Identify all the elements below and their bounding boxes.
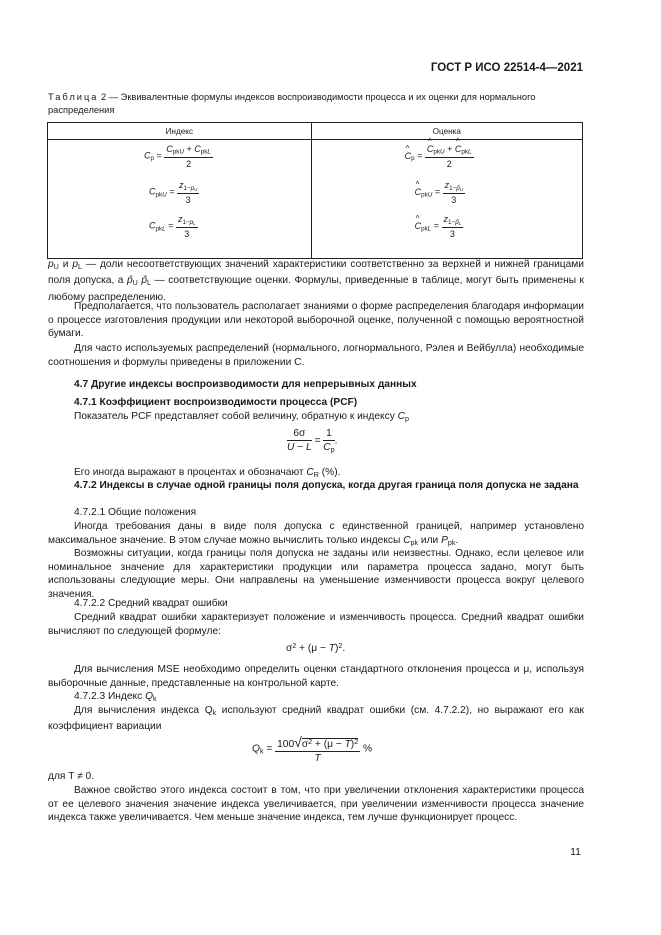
page-number: 11 xyxy=(570,846,581,858)
paragraph-p-definitions: $p_U$ и $p_L$ — доли несоответствующих значений характеристики соответственно за верхней и нижней границами поля допуска, а $p̂_U$ $p̂_L$ — соответствующие оценки. Формулы, приведенные в таблице, могут быть применены к любому распределению. xyxy=(48,259,584,303)
formula-cp-hat: ^ $C_p$ = ^ $\frac{C_{pkU} + \^{} C_{pkL}}{2}$ xyxy=(405,144,474,169)
heading-4-7-2: 4.7.2 Индексы в случае одной границы поля допуска, когда другая граница поля допуска не задана xyxy=(74,480,579,491)
paragraph-single-limit: Иногда требования даны в виде поля допуска с единственной границей, например установлено максимальное значение. В этом случае можно вычислить только индексы $C_{pk}$ или $P_{pk}$. xyxy=(48,521,584,547)
caption-label: Таблица xyxy=(48,92,99,102)
paragraph-cr: Его иногда выражают в процентах и обозначают $C_R$ (%). xyxy=(74,467,341,479)
formula-mse: $\sigma^2 + (\mu - T)^2$. xyxy=(286,642,346,655)
heading-4-7-1: 4.7.1 Коэффициент воспроизводимости процесса (PCF) xyxy=(74,397,358,408)
paragraph-assumption: Предполагается, что пользователь располагает знаниями о форме распределения благодаря информации о процессе изготовления продукции или некоторой выборочной оценке, полученной с помощью вероятностной бумаги. xyxy=(48,301,584,340)
paragraph-mse: Средний квадрат ошибки характеризует положение и изменчивость процесса. Средний квадрат ошибки вычисляют по следующей формуле: xyxy=(48,612,584,637)
paragraph-qk: Для вычисления индекса $Q_k$ используют средний квадрат ошибки (см. 4.7.2.2), но выражают его как коэффициент вариации xyxy=(48,705,584,733)
table-caption xyxy=(48,91,588,116)
paragraph-pcf: Показатель PCF представляет собой величину, обратную к индексу $C_p$ xyxy=(74,411,409,423)
document-header: ГОСТ Р ИСО 22514-4—2021 xyxy=(430,62,583,74)
formula-cp: $C_p$ = $\frac{C_{pkU} + C_{pkL}}{2}$ xyxy=(144,144,211,169)
heading-4-7-2-2: 4.7.2.2 Средний квадрат ошибки xyxy=(74,598,228,609)
caption-text: 2 — Эквивалентные формулы индексов воспроизводимости процесса и их оценки для нормального распределения xyxy=(48,92,536,115)
estimate-formulas-cell xyxy=(311,140,582,259)
heading-4-7: 4.7 Другие индексы воспроизводимости для непрерывных данных xyxy=(74,379,417,390)
formula-cpku-hat: ^ $C_{pkU}$ = $\frac{z_{1-p̂_U}}{3}$ xyxy=(415,180,465,205)
formula-cpkl: $C_{pkL}$ = $\frac{z_{1-p_L}}{3}$ xyxy=(149,214,196,239)
formula-table xyxy=(47,122,583,259)
paragraph-t-nonzero: для T ≠ 0. xyxy=(48,771,95,782)
col-header-estimate: Оценка xyxy=(311,123,582,140)
formula-pcf: $\frac{6\sigma}{U - L}$ = $\frac{1}{C_p}$ . xyxy=(287,428,338,454)
paragraph-no-limits: Возможны ситуации, когда границы поля допуска не заданы или неизвестны. Однако, если целевое или номинальное значение для характеристики продукции или параметра процесса задано, могут быть использованы следующие меры. Они направлены на уменьшение изменчивости процесса вокруг целевого значения. xyxy=(48,548,584,600)
paragraph-mse-estimate: Для вычисления MSE необходимо определить оценки стандартного отклонения процесса и μ, используя выборочные данные, представленные на контрольной карте. xyxy=(48,664,584,689)
paragraph-qk-property: Важное свойство этого индекса состоит в том, что при увеличении отклонения характеристики процесса от ее целевого значения значение индекса увеличивается, при увеличении изменчивости процесса значение индекса также увеличивается. Чем меньше значение индекса, тем лучше функционирует процесс. xyxy=(48,785,584,824)
formula-cpkl-hat: ^ $C_{pkL}$ = $\frac{z_{1-p̂_L}}{3}$ xyxy=(415,214,464,239)
heading-4-7-2-3: 4.7.2.3 Индекс $Q_k$ xyxy=(74,691,157,703)
col-header-index: Индекс xyxy=(48,123,312,140)
formula-cpku: $C_{pkU}$ = $\frac{z_{1-p_U}}{3}$ xyxy=(149,180,198,205)
heading-4-7-2-1: 4.7.2.1 Общие положения xyxy=(74,507,197,518)
paragraph-distributions: Для часто используемых распределений (нормального, логнормального, Рэлея и Вейбулла) необходимые соотношения и формулы приведены в приложении С. xyxy=(48,343,584,368)
index-formulas-cell xyxy=(48,140,312,259)
formula-qk: $Q_k$ = $\frac{100√\sigma^2 + (\mu - T)^2}{T}$ % xyxy=(252,734,373,764)
